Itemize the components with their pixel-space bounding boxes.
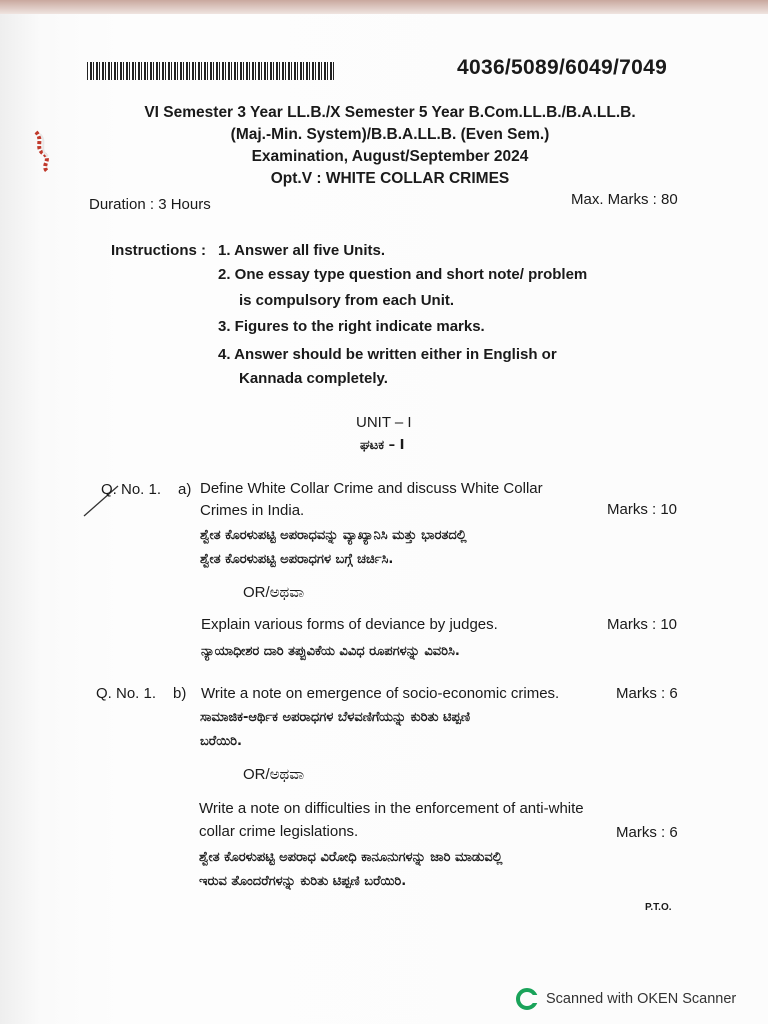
oken-scanner-logo-icon — [516, 988, 538, 1010]
instructions-label: Instructions : — [111, 242, 207, 259]
q1b-alt-kannada-line-1: ಶ್ವೇತ ಕೊರಳುಪಟ್ಟಿ ಅಪರಾಧ ವಿರೋಧಿ ಕಾನೂನುಗಳನ್ನು ಜಾರಿ ಮಾಡುವಲ್ಲಿ — [199, 850, 503, 865]
course-title-line-2: (Maj.-Min. System)/B.B.A.LL.B. (Even Sem.) — [230, 126, 550, 143]
q1b-part: b) — [173, 685, 187, 702]
q1b-alt-text-line-1: Write a note on difficulties in the enforcement of anti-white — [199, 800, 584, 817]
top-background-band — [0, 0, 768, 14]
pto-label: P.T.O. — [645, 902, 672, 913]
instruction-3: 3. Figures to the right indicate marks. — [218, 318, 485, 335]
q1a-alt-marks: Marks : 10 — [607, 616, 678, 633]
q1b-alt-text-line-2: collar crime legislations. — [199, 823, 359, 840]
q1a-kannada-line-2: ಶ್ವೇತ ಕೊರಳುಪಟ್ಟಿ ಅಪರಾಧಗಳ ಬಗ್ಗೆ ಚರ್ಚಿಸಿ. — [200, 552, 394, 567]
barcode — [87, 62, 335, 80]
q1a-part: a) — [178, 481, 192, 498]
scanner-watermark-text: Scanned with OKEN Scanner — [546, 991, 737, 1007]
q1b-kannada-line-1: ಸಾಮಾಜಿಕ-ಆರ್ಥಿಕ ಅಪರಾಧಗಳ ಬೆಳವಣಿಗೆಯನ್ನು ಕುರಿತು ಟಿಪ್ಪಣಿ — [200, 710, 471, 725]
q1a-text-line-2: Crimes in India. — [200, 502, 305, 519]
q1a-alt-text: Explain various forms of deviance by judges. — [201, 616, 498, 633]
q1a-kannada-line-1: ಶ್ವೇತ ಕೊರಳುಪಟ್ಟಿ ಅಪರಾಧವನ್ನು ವ್ಯಾಖ್ಯಾನಿಸಿ ಮತ್ತು ಭಾರತದಲ್ಲಿ — [200, 528, 467, 543]
q1a-or: OR/ಅಥವಾ — [243, 584, 305, 601]
instruction-4: 4. Answer should be written either in English or — [218, 346, 557, 363]
instruction-4-cont: Kannada completely. — [239, 370, 388, 387]
duration: Duration : 3 Hours — [89, 196, 211, 213]
instruction-2: 2. One essay type question and short note/ problem — [218, 266, 588, 283]
instruction-2-cont: is compulsory from each Unit. — [239, 292, 455, 309]
course-title-line-1: VI Semester 3 Year LL.B./X Semester 5 Year B.Com.LL.B./B.A.LL.B. — [144, 104, 636, 121]
max-marks: Max. Marks : 80 — [571, 191, 678, 208]
q1b-kannada-line-2: ಬರೆಯಿರಿ. — [200, 734, 242, 749]
subject-title: Opt.V : WHITE COLLAR CRIMES — [270, 170, 510, 187]
q1b-number: Q. No. 1. — [96, 685, 157, 702]
q1b-marks: Marks : 6 — [616, 685, 678, 702]
exam-session: Examination, August/September 2024 — [251, 148, 529, 165]
q1b-text: Write a note on emergence of socio-economic crimes. — [201, 685, 560, 702]
q1a-marks: Marks : 10 — [607, 501, 678, 518]
q1b-or: OR/ಅಥವಾ — [243, 766, 305, 783]
unit-title: UNIT – I — [356, 414, 412, 431]
q1a-text-line-1: Define White Collar Crime and discuss White Collar — [200, 480, 543, 497]
q1b-alt-marks: Marks : 6 — [616, 824, 678, 841]
q1a-alt-kannada: ನ್ಯಾಯಾಧೀಶರ ದಾರಿ ತಪ್ಪುವಿಕೆಯ ವಿವಿಧ ರೂಪಗಳನ್ನು ವಿವರಿಸಿ. — [201, 644, 460, 659]
q1a-number: Q. No. 1. — [101, 481, 162, 498]
paper-code: 4036/5089/6049/7049 — [457, 56, 668, 79]
q1b-alt-kannada-line-2: ಇರುವ ತೊಂದರೆಗಳನ್ನು ಕುರಿತು ಟಿಪ್ಪಣಿ ಬರೆಯಿರಿ. — [199, 874, 407, 889]
thread-tag-icon — [30, 128, 70, 174]
instruction-1: 1. Answer all five Units. — [218, 242, 385, 259]
unit-title-kannada: ಘಟಕ – I — [360, 438, 405, 453]
scanner-watermark — [516, 988, 736, 1010]
